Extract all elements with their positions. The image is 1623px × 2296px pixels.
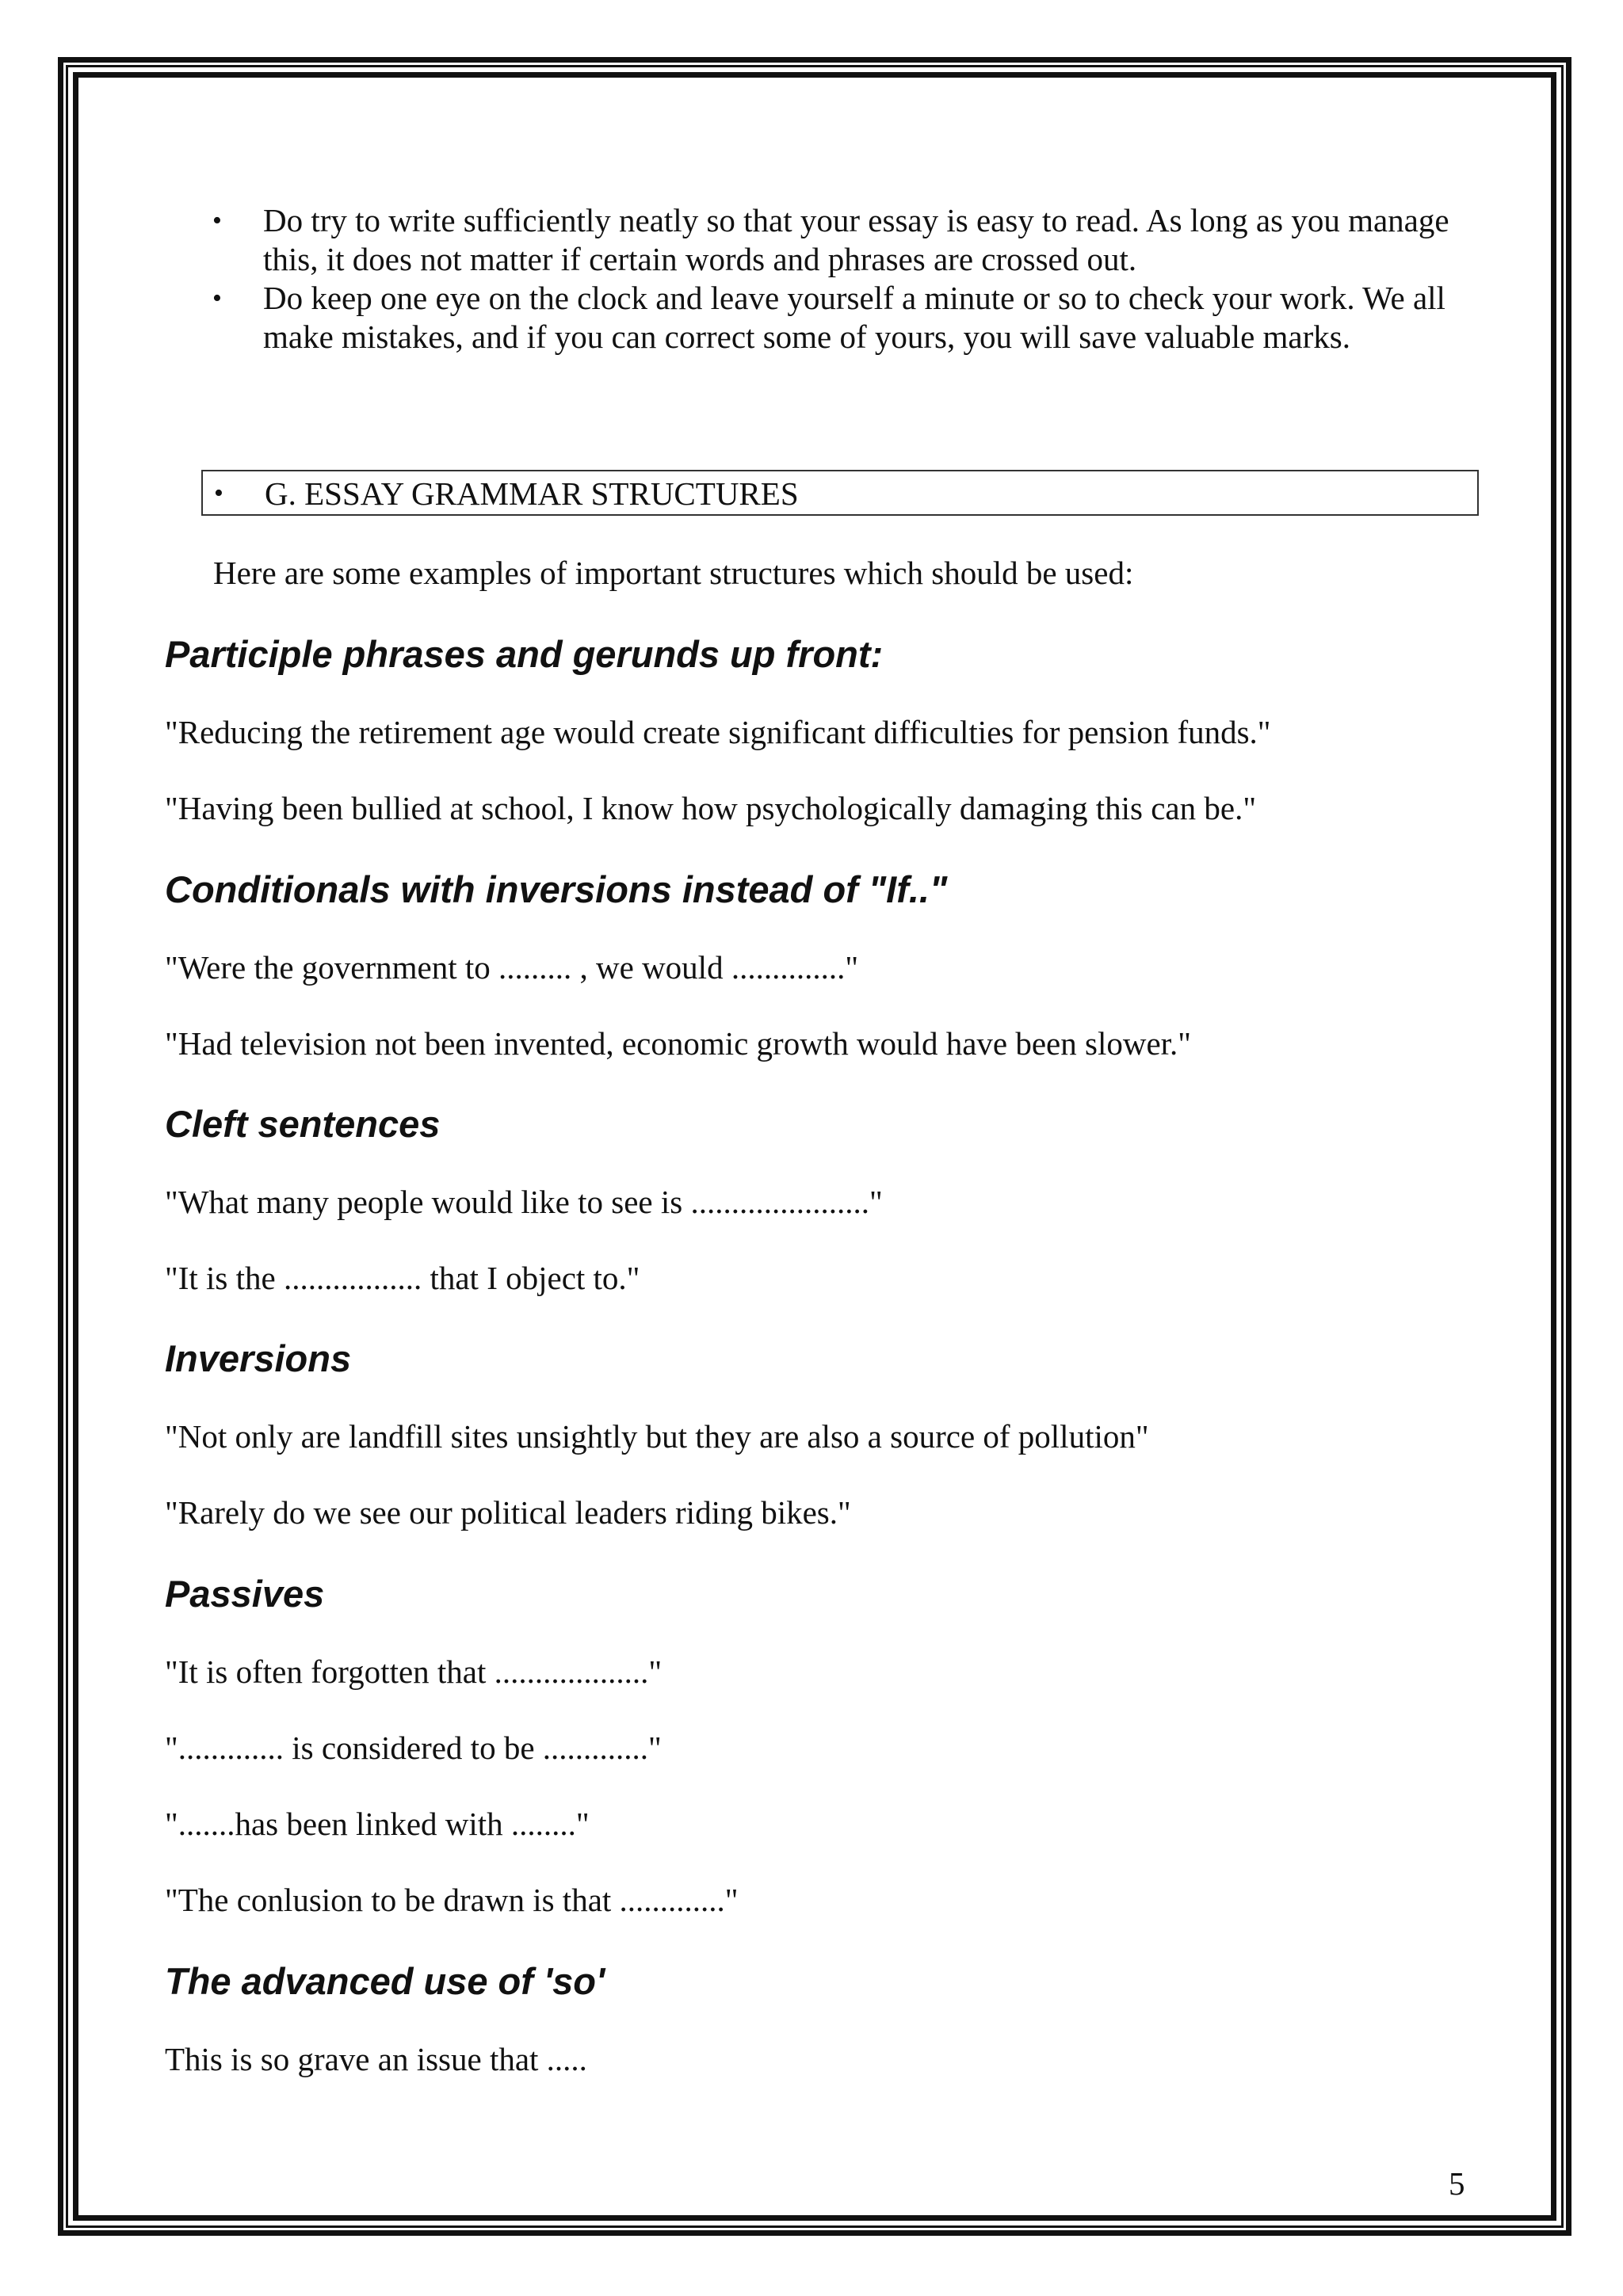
structure-heading: Cleft sentences [165,1103,441,1145]
example-sentence: "Not only are landfill sites unsightly but they are also a source of pollution" [165,1418,1149,1455]
section-title: G. ESSAY GRAMMAR STRUCTURES [265,475,799,512]
example-sentence: "Reducing the retirement age would create significant difficulties for pension funds." [165,714,1271,750]
example-sentence: "It is often forgotten that ..................." [165,1653,663,1690]
structure-heading: Passives [165,1573,325,1615]
structure-heading: Participle phrases and gerunds up front: [165,633,884,675]
example-sentence: "............. is considered to be ............." [165,1730,662,1766]
example-sentence: ".......has been linked with ........" [165,1806,590,1842]
example-sentence: "Rarely do we see our political leaders riding bikes." [165,1494,851,1531]
structure-heading: The advanced use of 'so' [165,1960,605,2002]
example-sentence: "What many people would like to see is ......................" [165,1184,883,1220]
example-sentence: "The conlusion to be drawn is that ............." [165,1882,739,1918]
intro-text: Here are some examples of important structures which should be used: [213,555,1134,591]
example-sentence: This is so grave an issue that ..... [165,2041,587,2077]
example-sentence: "Having been bullied at school, I know how psychologically damaging this can be." [165,790,1257,826]
tips-list [212,201,1480,357]
example-sentence: "It is the ................. that I object to." [165,1260,640,1296]
section-title-box [201,470,1479,516]
example-sentence: "Were the government to ......... , we would .............." [165,949,859,986]
page-number: 5 [1449,2165,1465,2202]
tip-item [212,201,1480,279]
bullet-icon: • [212,206,222,235]
tip-text: Do keep one eye on the clock and leave yourself a minute or so to check your work. We all make mistakes, and if you can correct some of yours, you will save valuable marks. [263,280,1445,355]
structure-heading: Conditionals with inversions instead of "If.." [165,868,948,910]
bullet-icon: • [212,284,222,313]
tip-text: Do try to write sufficiently neatly so that your essay is easy to read. As long as you manage this, it does not matter if certain words and phrases are crossed out. [263,202,1449,277]
structure-heading: Inversions [165,1337,352,1379]
tip-item [212,279,1480,357]
example-sentence: "Had television not been invented, economic growth would have been slower." [165,1025,1192,1062]
bullet-icon: • [214,479,223,508]
